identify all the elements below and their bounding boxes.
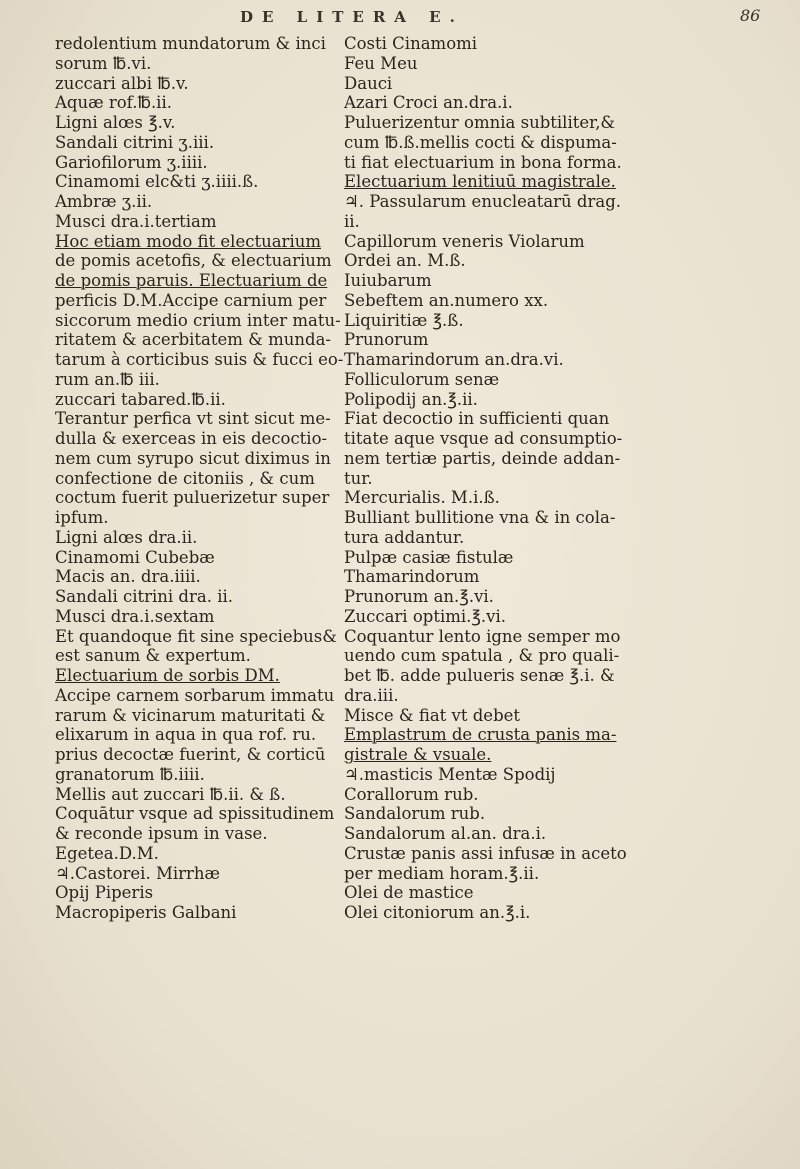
text-line: Ordei an. M.ß. xyxy=(344,251,466,271)
text-line: ti fiat electuarium in bona forma. xyxy=(344,152,622,172)
text-line: Capillorum veneris Violarum xyxy=(344,231,585,251)
text-line: de pomis paruis. Electuarium de xyxy=(55,271,328,290)
text-line: dra.iii. xyxy=(344,685,399,705)
text-line: zuccari albi ℔.v. xyxy=(55,73,189,93)
text-line: Sandalorum rub. xyxy=(344,804,486,824)
text-line: uendo cum spatula , & pro quali- xyxy=(344,646,620,666)
text-line: Zuccari optimi.℥.vi. xyxy=(344,606,507,626)
text-line: bet ℔. adde pulueris senæ ℥.i. & xyxy=(344,666,615,685)
text-line: Coquātur vsque ad spissitudinem xyxy=(55,804,335,824)
text-line: Thamarindorum xyxy=(344,567,480,587)
text-line: nem cum syrupo sicut diximus in xyxy=(55,448,331,468)
text-line: nem tertiæ partis, deinde addan- xyxy=(344,448,621,468)
text-line: redolentium mundatorum & inci xyxy=(55,34,326,53)
page-number: 86 xyxy=(740,6,761,25)
text-line: Azari Croci an.dra.i. xyxy=(344,93,513,113)
text-line: siccorum medio crium inter matu- xyxy=(55,310,341,330)
running-head: DE LITERA E. xyxy=(240,8,464,26)
text-line: tarum à corticibus suis & fucci eo- xyxy=(55,350,344,369)
text-line: Electuarium de sorbis DM. xyxy=(55,666,280,685)
text-line: Ambræ ʒ.ii. xyxy=(55,192,153,211)
text-line: Dauci xyxy=(344,73,393,93)
text-line: de pomis acetofis, & electuarium xyxy=(55,251,332,271)
text-line: rarum & vicinarum maturitati & xyxy=(55,705,326,725)
text-line: Mercurialis. M.i.ß. xyxy=(344,488,500,508)
right-text-column xyxy=(344,34,679,923)
text-line: Sandali citrini ʒ.iii. xyxy=(55,132,215,152)
text-line: Pulpæ casiæ fistulæ xyxy=(344,547,514,567)
text-line: Musci dra.i.tertiam xyxy=(55,211,217,231)
text-line: Prunorum xyxy=(344,330,429,350)
text-line: coctum fuerit puluerizetur super xyxy=(55,488,330,508)
text-line: Costi Cinamomi xyxy=(344,34,478,53)
text-line: Macis an. dra.iiii. xyxy=(55,567,201,587)
text-line: Olei citoniorum an.℥.i. xyxy=(344,903,531,922)
text-line: Sandalorum al.an. dra.i. xyxy=(344,824,547,843)
page-header xyxy=(0,6,800,32)
text-line: prius decoctæ fuerint, & corticū xyxy=(55,745,326,764)
text-line: ii. xyxy=(344,211,360,231)
text-line: Emplastrum de crusta panis ma- xyxy=(344,725,617,745)
text-line: Fiat decoctio in sufficienti quan xyxy=(344,409,610,429)
text-line: Mellis aut zuccari ℔.ii. & ß. xyxy=(55,784,286,804)
text-line: Accipe carnem sorbarum immatu xyxy=(55,685,335,705)
text-line: tura addantur. xyxy=(344,527,465,547)
text-line: ♃.masticis Mentæ Spodij xyxy=(344,764,556,784)
text-line: Puluerizentur omnia subtiliter,& xyxy=(344,113,616,132)
text-line: Et quandoque fit sine speciebus& xyxy=(55,626,337,646)
text-line: Musci dra.i.sextam xyxy=(55,606,215,626)
text-line: Sebeftem an.numero xx. xyxy=(344,290,549,310)
text-line: Cinamomi elc&ti ʒ.iiii.ß. xyxy=(55,172,259,192)
text-line: Aquæ rof.℔.ii. xyxy=(55,93,172,113)
text-line: Hoc etiam modo fit electuarium xyxy=(55,231,321,251)
text-line: Bulliant bullitione vna & in cola- xyxy=(344,508,616,527)
text-line: Crustæ panis assi infusæ in aceto xyxy=(344,843,627,863)
text-line: Egetea.D.M. xyxy=(55,843,159,863)
text-line: granatorum ℔.iiii. xyxy=(55,764,205,784)
text-line: perficis D.M.Accipe carnium per xyxy=(55,290,327,310)
text-line: Folliculorum senæ xyxy=(344,369,500,389)
text-line: cum ℔.ß.mellis cocti & dispuma- xyxy=(344,132,617,152)
text-line: Macropiperis Galbani xyxy=(55,903,237,922)
text-line: ritatem & acerbitatem & munda- xyxy=(55,330,331,350)
text-line: dulla & exerceas in eis decoctio- xyxy=(55,429,328,448)
text-line: Sandali citrini dra. ii. xyxy=(55,587,234,606)
text-line: zuccari tabared.℔.ii. xyxy=(55,389,226,409)
text-line: est sanum & expertum. xyxy=(55,646,251,666)
text-line: Liquiritiæ ℥.ß. xyxy=(344,310,464,330)
text-line: titate aque vsque ad consumptio- xyxy=(344,429,623,448)
text-line: Misce & fiat vt debet xyxy=(344,705,521,725)
text-line: Ligni alœs dra.ii. xyxy=(55,527,198,547)
text-line: ♃. Passularum enucleatarū drag. xyxy=(344,192,622,211)
text-line: Opij Piperis xyxy=(55,883,154,903)
text-line: Prunorum an.℥.vi. xyxy=(344,587,494,606)
text-line: per mediam horam.℥.ii. xyxy=(344,863,540,883)
text-line: Gariofilorum ʒ.iiii. xyxy=(55,152,208,172)
text-line: rum an.℔ iii. xyxy=(55,369,160,389)
text-line: Corallorum rub. xyxy=(344,784,479,804)
text-line: Olei de mastice xyxy=(344,883,474,903)
text-line: ♃.Castorei. Mirrhæ xyxy=(55,863,221,883)
text-line: Coquantur lento igne semper mo xyxy=(344,626,621,646)
left-text-column xyxy=(55,34,385,923)
text-line: sorum ℔.vi. xyxy=(55,53,152,73)
text-line: tur. xyxy=(344,468,373,488)
text-line: Electuarium lenitiuū magistrale. xyxy=(344,172,616,192)
text-line: ipfum. xyxy=(55,508,109,527)
text-line: Ligni alœs ℥.v. xyxy=(55,113,176,132)
text-line: Thamarindorum an.dra.vi. xyxy=(344,350,564,369)
text-line: gistrale & vsuale. xyxy=(344,745,492,764)
text-line: Cinamomi Cubebæ xyxy=(55,547,215,567)
text-line: elixarum in aqua in qua rof. ru. xyxy=(55,725,317,745)
text-line: Feu Meu xyxy=(344,53,418,73)
text-line: Terantur perfica vt sint sicut me- xyxy=(55,409,331,429)
text-line: confectione de citoniis , & cum xyxy=(55,468,315,488)
text-line: & reconde ipsum in vase. xyxy=(55,824,268,843)
text-line: Iuiubarum xyxy=(344,271,432,290)
text-line: Polipodij an.℥.ii. xyxy=(344,389,478,409)
